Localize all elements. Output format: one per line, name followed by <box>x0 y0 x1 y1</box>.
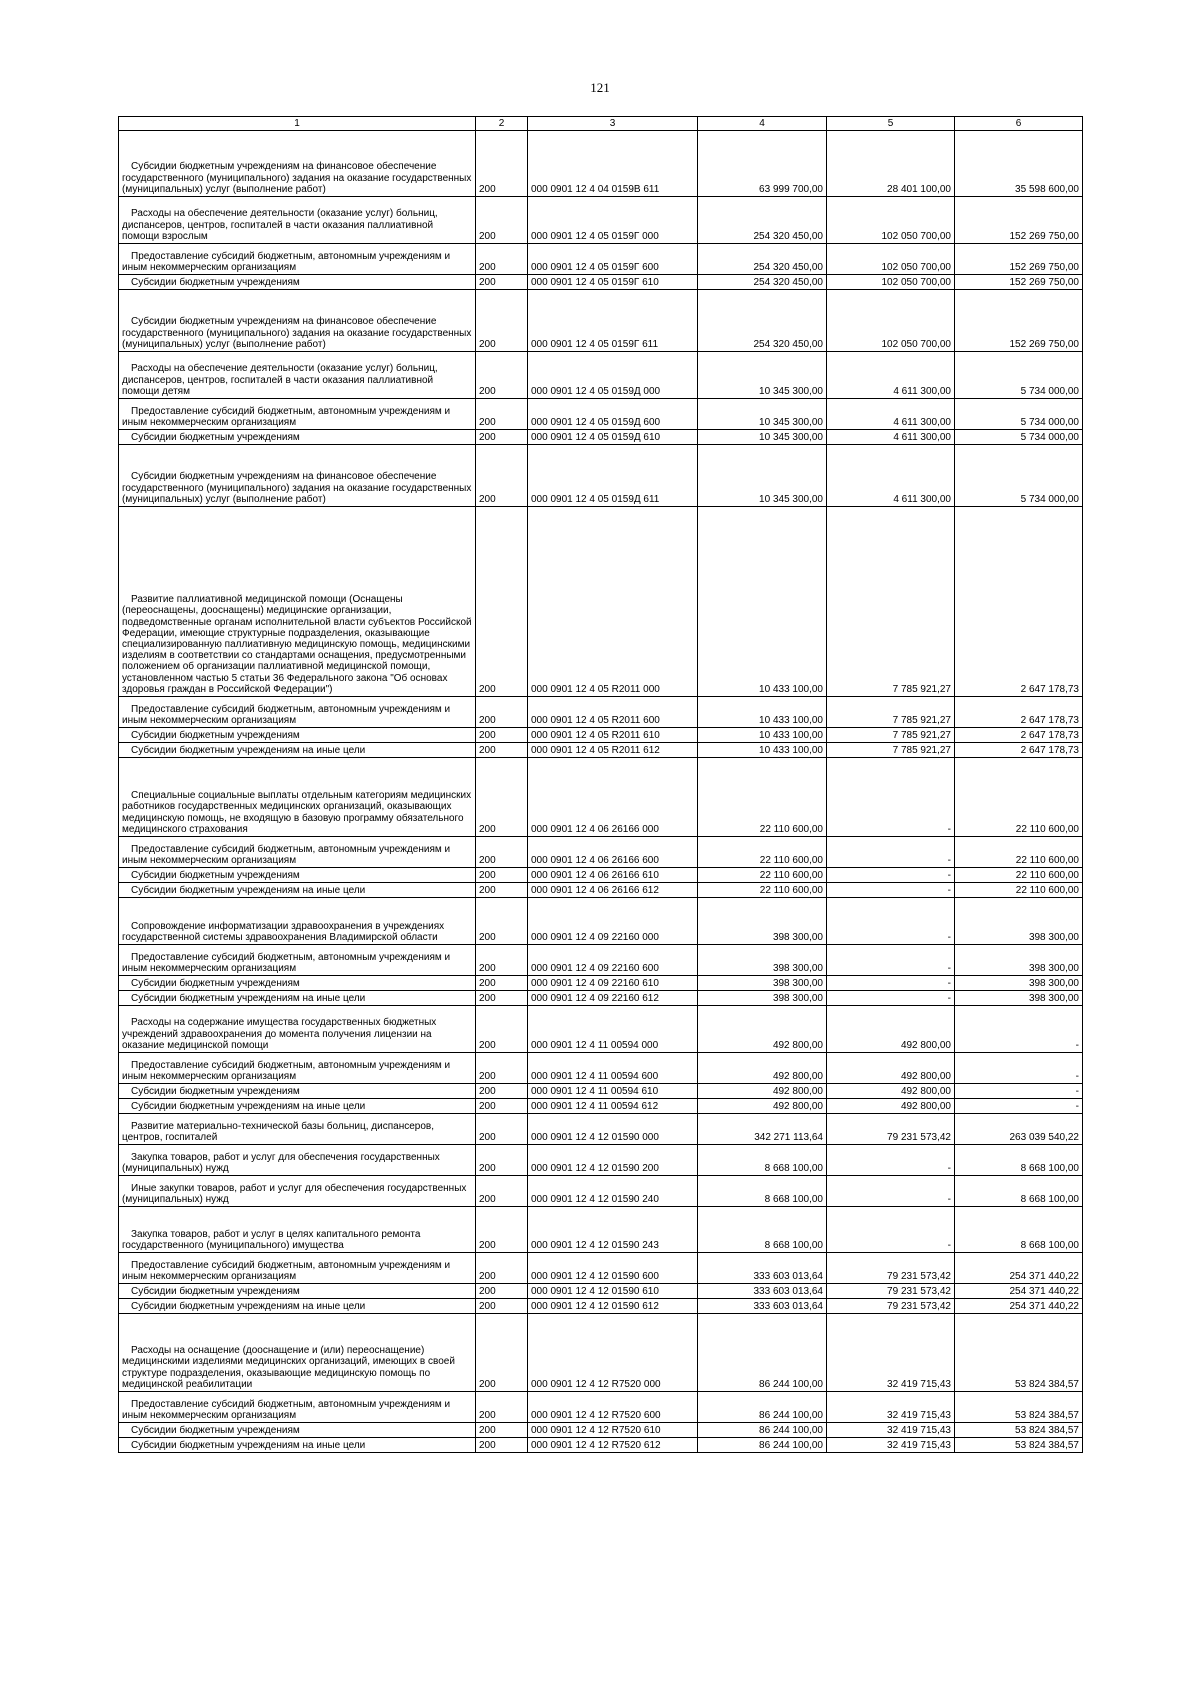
row-name: Субсидии бюджетным учреждениям <box>119 728 476 743</box>
row-amount-col4: 86 244 100,00 <box>698 1423 827 1438</box>
row-amount-col6: 5 734 000,00 <box>955 430 1083 445</box>
row-name: Предоставление субсидий бюджетным, автономным учреждениям и иным некоммерческим организациям <box>119 837 476 868</box>
row-name: Субсидии бюджетным учреждениям на иные цели <box>119 883 476 898</box>
column-header-5: 5 <box>827 117 955 131</box>
row-amount-col4: 10 345 300,00 <box>698 399 827 430</box>
table-row <box>119 1114 1083 1145</box>
table-row <box>119 1176 1083 1207</box>
row-amount-col4: 492 800,00 <box>698 1053 827 1084</box>
column-header-1: 1 <box>119 117 476 131</box>
row-name: Специальные социальные выплаты отдельным категориям медицинских работников государственных медицинских организаций, оказывающих медицинскую помощь, не входящую в базовую программу обязательного медицинского страхования <box>119 758 476 837</box>
row-amount-col6: - <box>955 1084 1083 1099</box>
row-budget-code: 000 0901 12 4 12 01590 610 <box>528 1284 698 1299</box>
row-budget-code: 000 0901 12 4 05 R2011 000 <box>528 507 698 697</box>
row-amount-col4: 333 603 013,64 <box>698 1253 827 1284</box>
row-amount-col5: 32 419 715,43 <box>827 1314 955 1392</box>
row-budget-code: 000 0901 12 4 05 0159Д 611 <box>528 445 698 507</box>
row-amount-col4: 22 110 600,00 <box>698 837 827 868</box>
row-name: Субсидии бюджетным учреждениям <box>119 430 476 445</box>
row-amount-col6: 35 598 600,00 <box>955 131 1083 197</box>
row-budget-code: 000 0901 12 4 05 0159Д 600 <box>528 399 698 430</box>
row-amount-col5: 79 231 573,42 <box>827 1253 955 1284</box>
row-budget-code: 000 0901 12 4 11 00594 000 <box>528 1006 698 1053</box>
table-row <box>119 1006 1083 1053</box>
row-amount-col4: 10 433 100,00 <box>698 697 827 728</box>
row-amount-col4: 398 300,00 <box>698 991 827 1006</box>
row-name: Субсидии бюджетным учреждениям на иные цели <box>119 991 476 1006</box>
row-budget-code: 000 0901 12 4 09 22160 612 <box>528 991 698 1006</box>
row-amount-col6: 254 371 440,22 <box>955 1299 1083 1314</box>
row-amount-col6: 5 734 000,00 <box>955 399 1083 430</box>
row-name: Предоставление субсидий бюджетным, автономным учреждениям и иным некоммерческим организациям <box>119 945 476 976</box>
row-name: Предоставление субсидий бюджетным, автономным учреждениям и иным некоммерческим организациям <box>119 1253 476 1284</box>
row-name: Закупка товаров, работ и услуг в целях капитального ремонта государственного (муниципального) имущества <box>119 1207 476 1253</box>
row-admin-code: 200 <box>476 1006 528 1053</box>
row-name: Сопровождение информатизации здравоохранения в учреждениях государственной системы здравоохранения Владимирской области <box>119 898 476 945</box>
row-amount-col4: 492 800,00 <box>698 1084 827 1099</box>
row-budget-code: 000 0901 12 4 12 01590 240 <box>528 1176 698 1207</box>
table-row <box>119 1099 1083 1114</box>
row-amount-col5: 492 800,00 <box>827 1006 955 1053</box>
row-amount-col6: 2 647 178,73 <box>955 743 1083 758</box>
row-name: Субсидии бюджетным учреждениям на финансовое обеспечение государственного (муниципального) задания на оказание государственных (муниципальных) услуг (выполнение работ) <box>119 445 476 507</box>
row-admin-code: 200 <box>476 837 528 868</box>
row-name: Субсидии бюджетным учреждениям <box>119 1423 476 1438</box>
table-row <box>119 1392 1083 1423</box>
row-admin-code: 200 <box>476 743 528 758</box>
row-admin-code: 200 <box>476 244 528 275</box>
row-amount-col6: 53 824 384,57 <box>955 1392 1083 1423</box>
row-budget-code: 000 0901 12 4 12 01590 612 <box>528 1299 698 1314</box>
row-amount-col5: 7 785 921,27 <box>827 697 955 728</box>
row-budget-code: 000 0901 12 4 05 R2011 610 <box>528 728 698 743</box>
row-amount-col5: - <box>827 1145 955 1176</box>
row-amount-col5: 102 050 700,00 <box>827 290 955 352</box>
row-budget-code: 000 0901 12 4 11 00594 612 <box>528 1099 698 1114</box>
table-row <box>119 507 1083 697</box>
row-amount-col6: 152 269 750,00 <box>955 290 1083 352</box>
row-amount-col4: 63 999 700,00 <box>698 131 827 197</box>
row-budget-code: 000 0901 12 4 05 R2011 612 <box>528 743 698 758</box>
row-admin-code: 200 <box>476 883 528 898</box>
table-row <box>119 743 1083 758</box>
row-name: Субсидии бюджетным учреждениям на финансовое обеспечение государственного (муниципального) задания на оказание государственных (муниципальных) услуг (выполнение работ) <box>119 290 476 352</box>
row-budget-code: 000 0901 12 4 05 0159Г 000 <box>528 197 698 244</box>
table-row <box>119 445 1083 507</box>
row-amount-col4: 8 668 100,00 <box>698 1176 827 1207</box>
row-admin-code: 200 <box>476 430 528 445</box>
row-amount-col5: - <box>827 991 955 1006</box>
row-admin-code: 200 <box>476 1299 528 1314</box>
row-admin-code: 200 <box>476 1176 528 1207</box>
row-name: Субсидии бюджетным учреждениям на иные цели <box>119 1438 476 1453</box>
row-name: Субсидии бюджетным учреждениям <box>119 1084 476 1099</box>
row-amount-col5: - <box>827 868 955 883</box>
row-amount-col4: 398 300,00 <box>698 945 827 976</box>
row-budget-code: 000 0901 12 4 05 0159Д 000 <box>528 352 698 399</box>
row-amount-col4: 22 110 600,00 <box>698 883 827 898</box>
row-name: Расходы на обеспечение деятельности (оказание услуг) больниц, диспансеров, центров, госпиталей в части оказания паллиативной помощи детям <box>119 352 476 399</box>
row-budget-code: 000 0901 12 4 09 22160 610 <box>528 976 698 991</box>
row-amount-col5: 32 419 715,43 <box>827 1423 955 1438</box>
row-amount-col5: - <box>827 898 955 945</box>
table-row <box>119 1438 1083 1453</box>
table-row <box>119 945 1083 976</box>
row-amount-col4: 10 433 100,00 <box>698 507 827 697</box>
row-budget-code: 000 0901 12 4 05 0159Г 611 <box>528 290 698 352</box>
row-budget-code: 000 0901 12 4 11 00594 610 <box>528 1084 698 1099</box>
row-name: Предоставление субсидий бюджетным, автономным учреждениям и иным некоммерческим организациям <box>119 1392 476 1423</box>
table-row <box>119 1084 1083 1099</box>
row-admin-code: 200 <box>476 352 528 399</box>
row-amount-col4: 492 800,00 <box>698 1006 827 1053</box>
row-name: Субсидии бюджетным учреждениям <box>119 976 476 991</box>
row-amount-col4: 86 244 100,00 <box>698 1438 827 1453</box>
row-admin-code: 200 <box>476 1099 528 1114</box>
row-admin-code: 200 <box>476 945 528 976</box>
row-amount-col4: 86 244 100,00 <box>698 1392 827 1423</box>
row-amount-col6: 22 110 600,00 <box>955 868 1083 883</box>
row-amount-col6: 398 300,00 <box>955 976 1083 991</box>
table-row <box>119 352 1083 399</box>
row-amount-col6: 53 824 384,57 <box>955 1423 1083 1438</box>
row-amount-col5: 79 231 573,42 <box>827 1284 955 1299</box>
row-amount-col6: 8 668 100,00 <box>955 1145 1083 1176</box>
table-row <box>119 837 1083 868</box>
row-amount-col5: - <box>827 976 955 991</box>
row-amount-col5: 102 050 700,00 <box>827 197 955 244</box>
row-admin-code: 200 <box>476 728 528 743</box>
row-admin-code: 200 <box>476 1084 528 1099</box>
row-amount-col5: - <box>827 883 955 898</box>
row-budget-code: 000 0901 12 4 05 0159Г 600 <box>528 244 698 275</box>
row-name: Расходы на содержание имущества государственных бюджетных учреждений здравоохранения до момента получения лицензии на оказание медицинской помощи <box>119 1006 476 1053</box>
row-name: Расходы на обеспечение деятельности (оказание услуг) больниц, диспансеров, центров, госпиталей в части оказания паллиативной помощи взрослым <box>119 197 476 244</box>
row-budget-code: 000 0901 12 4 09 22160 000 <box>528 898 698 945</box>
row-amount-col4: 492 800,00 <box>698 1099 827 1114</box>
row-amount-col6: - <box>955 1053 1083 1084</box>
row-budget-code: 000 0901 12 4 05 0159Д 610 <box>528 430 698 445</box>
row-amount-col4: 333 603 013,64 <box>698 1284 827 1299</box>
row-admin-code: 200 <box>476 445 528 507</box>
row-budget-code: 000 0901 12 4 05 R2011 600 <box>528 697 698 728</box>
row-name: Предоставление субсидий бюджетным, автономным учреждениям и иным некоммерческим организациям <box>119 244 476 275</box>
row-amount-col4: 22 110 600,00 <box>698 868 827 883</box>
row-budget-code: 000 0901 12 4 06 26166 600 <box>528 837 698 868</box>
row-admin-code: 200 <box>476 898 528 945</box>
table-row <box>119 1299 1083 1314</box>
row-amount-col6: 22 110 600,00 <box>955 758 1083 837</box>
row-admin-code: 200 <box>476 697 528 728</box>
row-amount-col5: 4 611 300,00 <box>827 352 955 399</box>
row-admin-code: 200 <box>476 1145 528 1176</box>
row-amount-col6: 22 110 600,00 <box>955 837 1083 868</box>
row-name: Субсидии бюджетным учреждениям <box>119 868 476 883</box>
row-admin-code: 200 <box>476 1284 528 1299</box>
table-row <box>119 275 1083 290</box>
row-amount-col4: 10 345 300,00 <box>698 445 827 507</box>
row-amount-col6: 263 039 540,22 <box>955 1114 1083 1145</box>
row-amount-col4: 10 433 100,00 <box>698 728 827 743</box>
row-amount-col5: 79 231 573,42 <box>827 1299 955 1314</box>
row-name: Субсидии бюджетным учреждениям на иные цели <box>119 743 476 758</box>
row-amount-col5: 28 401 100,00 <box>827 131 955 197</box>
row-amount-col5: 102 050 700,00 <box>827 244 955 275</box>
table-row <box>119 728 1083 743</box>
row-amount-col5: - <box>827 1207 955 1253</box>
row-admin-code: 200 <box>476 1314 528 1392</box>
column-header-6: 6 <box>955 117 1083 131</box>
table-row <box>119 1284 1083 1299</box>
row-budget-code: 000 0901 12 4 12 01590 600 <box>528 1253 698 1284</box>
row-budget-code: 000 0901 12 4 04 0159В 611 <box>528 131 698 197</box>
row-name: Субсидии бюджетным учреждениям <box>119 1284 476 1299</box>
row-budget-code: 000 0901 12 4 09 22160 600 <box>528 945 698 976</box>
row-amount-col5: 492 800,00 <box>827 1053 955 1084</box>
row-amount-col5: 7 785 921,27 <box>827 507 955 697</box>
row-amount-col6: 152 269 750,00 <box>955 275 1083 290</box>
row-amount-col5: 7 785 921,27 <box>827 728 955 743</box>
row-amount-col5: 7 785 921,27 <box>827 743 955 758</box>
row-amount-col4: 8 668 100,00 <box>698 1207 827 1253</box>
row-amount-col5: 79 231 573,42 <box>827 1114 955 1145</box>
table-row <box>119 883 1083 898</box>
table-header-row <box>119 117 1083 131</box>
row-name: Субсидии бюджетным учреждениям на иные цели <box>119 1299 476 1314</box>
row-admin-code: 200 <box>476 131 528 197</box>
row-amount-col5: - <box>827 837 955 868</box>
row-admin-code: 200 <box>476 1053 528 1084</box>
row-amount-col4: 10 345 300,00 <box>698 430 827 445</box>
row-amount-col6: 53 824 384,57 <box>955 1438 1083 1453</box>
row-amount-col6: 5 734 000,00 <box>955 445 1083 507</box>
row-amount-col4: 22 110 600,00 <box>698 758 827 837</box>
row-name: Предоставление субсидий бюджетным, автономным учреждениям и иным некоммерческим организациям <box>119 1053 476 1084</box>
row-amount-col4: 398 300,00 <box>698 898 827 945</box>
table-row <box>119 758 1083 837</box>
row-amount-col4: 254 320 450,00 <box>698 244 827 275</box>
row-amount-col4: 342 271 113,64 <box>698 1114 827 1145</box>
row-name: Развитие паллиативной медицинской помощи (Оснащены (переоснащены, дооснащены) медицинские организации, подведомственные органам исполнительной власти субъектов Российской Федерации, имеющие структурные подразделения, оказывающие специализированную паллиативную медицинскую помощь, медицинскими изделиям в соответствии со стандартами оснащения, предусмотренными положением об организации паллиативной медицинской помощи, установленном частью 5 статьи 36 Федерального закона "Об основах здоровья граждан в Российской Федерации") <box>119 507 476 697</box>
row-amount-col6: 398 300,00 <box>955 991 1083 1006</box>
row-admin-code: 200 <box>476 290 528 352</box>
row-admin-code: 200 <box>476 275 528 290</box>
row-amount-col5: 492 800,00 <box>827 1099 955 1114</box>
row-name: Субсидии бюджетным учреждениям на финансовое обеспечение государственного (муниципального) задания на оказание государственных (муниципальных) услуг (выполнение работ) <box>119 131 476 197</box>
table-row <box>119 244 1083 275</box>
row-amount-col4: 254 320 450,00 <box>698 275 827 290</box>
row-amount-col6: 398 300,00 <box>955 945 1083 976</box>
row-amount-col6: 254 371 440,22 <box>955 1253 1083 1284</box>
column-header-2: 2 <box>476 117 528 131</box>
row-name: Субсидии бюджетным учреждениям на иные цели <box>119 1099 476 1114</box>
row-amount-col5: 4 611 300,00 <box>827 430 955 445</box>
row-admin-code: 200 <box>476 197 528 244</box>
table-row <box>119 1207 1083 1253</box>
row-name: Развитие материально-технической базы больниц, диспансеров, центров, госпиталей <box>119 1114 476 1145</box>
row-budget-code: 000 0901 12 4 12 01590 243 <box>528 1207 698 1253</box>
row-admin-code: 200 <box>476 1253 528 1284</box>
row-budget-code: 000 0901 12 4 12 R7520 610 <box>528 1423 698 1438</box>
column-header-3: 3 <box>528 117 698 131</box>
row-name: Расходы на оснащение (дооснащение и (или) переоснащение) медицинскими изделиями медицинских организаций, имеющих в своей структуре подразделения, оказывающие медицинскую помощь по медицинской реабилитации <box>119 1314 476 1392</box>
column-header-4: 4 <box>698 117 827 131</box>
row-admin-code: 200 <box>476 1438 528 1453</box>
row-admin-code: 200 <box>476 1392 528 1423</box>
budget-table <box>118 116 1083 1453</box>
row-name: Иные закупки товаров, работ и услуг для обеспечения государственных (муниципальных) нужд <box>119 1176 476 1207</box>
row-name: Предоставление субсидий бюджетным, автономным учреждениям и иным некоммерческим организациям <box>119 399 476 430</box>
row-amount-col5: - <box>827 758 955 837</box>
table-row <box>119 399 1083 430</box>
page-number: 121 <box>590 80 610 95</box>
row-name: Закупка товаров, работ и услуг для обеспечения государственных (муниципальных) нужд <box>119 1145 476 1176</box>
row-admin-code: 200 <box>476 1423 528 1438</box>
row-budget-code: 000 0901 12 4 06 26166 000 <box>528 758 698 837</box>
row-amount-col4: 254 320 450,00 <box>698 197 827 244</box>
row-amount-col6: - <box>955 1006 1083 1053</box>
row-amount-col6: 8 668 100,00 <box>955 1176 1083 1207</box>
table-row <box>119 197 1083 244</box>
row-budget-code: 000 0901 12 4 11 00594 600 <box>528 1053 698 1084</box>
row-budget-code: 000 0901 12 4 12 R7520 600 <box>528 1392 698 1423</box>
row-amount-col4: 10 345 300,00 <box>698 352 827 399</box>
row-budget-code: 000 0901 12 4 12 01590 000 <box>528 1114 698 1145</box>
table-row <box>119 697 1083 728</box>
row-amount-col5: 492 800,00 <box>827 1084 955 1099</box>
table-row <box>119 1314 1083 1392</box>
table-row <box>119 290 1083 352</box>
table-body <box>119 131 1083 1453</box>
row-amount-col4: 333 603 013,64 <box>698 1299 827 1314</box>
table-row <box>119 898 1083 945</box>
table-row <box>119 430 1083 445</box>
row-amount-col5: - <box>827 945 955 976</box>
table-row <box>119 1145 1083 1176</box>
row-admin-code: 200 <box>476 1114 528 1145</box>
row-amount-col6: 2 647 178,73 <box>955 507 1083 697</box>
row-amount-col6: 53 824 384,57 <box>955 1314 1083 1392</box>
row-admin-code: 200 <box>476 991 528 1006</box>
table-row <box>119 991 1083 1006</box>
row-amount-col5: 32 419 715,43 <box>827 1438 955 1453</box>
row-admin-code: 200 <box>476 758 528 837</box>
row-amount-col5: 102 050 700,00 <box>827 275 955 290</box>
row-amount-col6: 254 371 440,22 <box>955 1284 1083 1299</box>
row-budget-code: 000 0901 12 4 05 0159Г 610 <box>528 275 698 290</box>
table-row <box>119 1053 1083 1084</box>
row-amount-col6: 398 300,00 <box>955 898 1083 945</box>
row-amount-col6: 2 647 178,73 <box>955 697 1083 728</box>
row-name: Субсидии бюджетным учреждениям <box>119 275 476 290</box>
row-admin-code: 200 <box>476 507 528 697</box>
row-amount-col5: 4 611 300,00 <box>827 399 955 430</box>
row-budget-code: 000 0901 12 4 06 26166 610 <box>528 868 698 883</box>
row-amount-col6: 5 734 000,00 <box>955 352 1083 399</box>
row-budget-code: 000 0901 12 4 06 26166 612 <box>528 883 698 898</box>
row-amount-col4: 254 320 450,00 <box>698 290 827 352</box>
row-amount-col5: - <box>827 1176 955 1207</box>
row-amount-col6: 8 668 100,00 <box>955 1207 1083 1253</box>
row-name: Предоставление субсидий бюджетным, автономным учреждениям и иным некоммерческим организациям <box>119 697 476 728</box>
row-amount-col4: 86 244 100,00 <box>698 1314 827 1392</box>
row-amount-col4: 10 433 100,00 <box>698 743 827 758</box>
row-amount-col6: 22 110 600,00 <box>955 883 1083 898</box>
row-admin-code: 200 <box>476 868 528 883</box>
row-amount-col6: 2 647 178,73 <box>955 728 1083 743</box>
table-row <box>119 1253 1083 1284</box>
row-amount-col6: 152 269 750,00 <box>955 244 1083 275</box>
row-amount-col6: - <box>955 1099 1083 1114</box>
row-amount-col6: 152 269 750,00 <box>955 197 1083 244</box>
table-row <box>119 1423 1083 1438</box>
table-row <box>119 131 1083 197</box>
table-row <box>119 976 1083 991</box>
row-budget-code: 000 0901 12 4 12 R7520 612 <box>528 1438 698 1453</box>
row-amount-col5: 4 611 300,00 <box>827 445 955 507</box>
row-amount-col4: 398 300,00 <box>698 976 827 991</box>
row-budget-code: 000 0901 12 4 12 R7520 000 <box>528 1314 698 1392</box>
row-amount-col4: 8 668 100,00 <box>698 1145 827 1176</box>
row-amount-col5: 32 419 715,43 <box>827 1392 955 1423</box>
row-admin-code: 200 <box>476 1207 528 1253</box>
row-admin-code: 200 <box>476 399 528 430</box>
table-row <box>119 868 1083 883</box>
row-admin-code: 200 <box>476 976 528 991</box>
row-budget-code: 000 0901 12 4 12 01590 200 <box>528 1145 698 1176</box>
